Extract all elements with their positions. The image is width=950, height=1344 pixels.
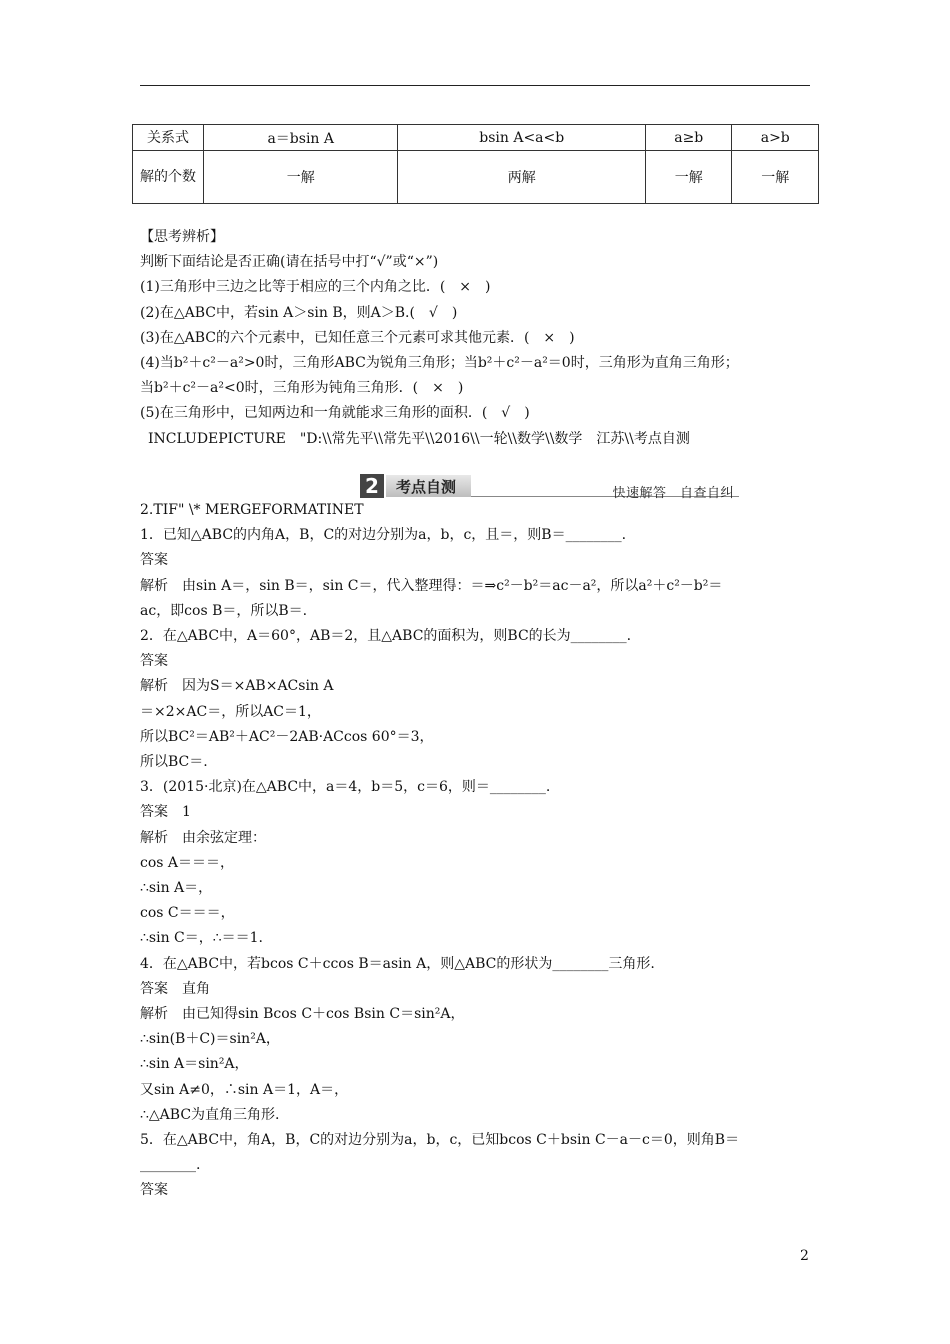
paragraph: (2)在△ABC中，若sin A＞sin B，则A＞B.( √ ) bbox=[140, 304, 458, 321]
section-banner bbox=[360, 474, 740, 500]
line: 答案 bbox=[140, 552, 168, 569]
table-row bbox=[133, 125, 819, 151]
line: 答案 1 bbox=[140, 804, 191, 821]
line: 解析 由已知得sin Bcos C＋cos Bsin C＝sin²A， bbox=[140, 1006, 465, 1023]
line: 解析 因为S＝×AB×ACsin A bbox=[140, 678, 334, 695]
line: 所以BC²＝AB²＋AC²－2AB·ACcos 60°＝3， bbox=[140, 728, 434, 745]
paragraph: (1)三角形中三边之比等于相应的三个内角之比．( × ) bbox=[140, 279, 491, 296]
line: 又sin A≠0，∴sin A＝1，A＝， bbox=[140, 1081, 349, 1098]
table-cell: 解的个数 bbox=[133, 151, 204, 204]
table-cell: a＝bsin A bbox=[204, 125, 398, 151]
line: 答案 bbox=[140, 1182, 168, 1199]
line: 5．在△ABC中，角A，B，C的对边分别为a，b，c，已知bcos C＋bsin C－a－c＝0，则角B＝ bbox=[140, 1132, 740, 1149]
table-cell: bsin A<a<b bbox=[398, 125, 646, 151]
line: 答案 直角 bbox=[140, 980, 210, 997]
line: ∴sin A＝， bbox=[140, 880, 213, 897]
line: cos A＝＝＝， bbox=[140, 854, 235, 871]
line: 解析 由余弦定理： bbox=[140, 829, 266, 846]
reflect-section bbox=[140, 225, 820, 452]
line: 2.TIF" \* MERGEFORMATINET bbox=[140, 502, 364, 518]
section-subtitle: 快速解答 自查自纠 bbox=[612, 486, 734, 501]
table-cell: 一解 bbox=[732, 151, 819, 204]
line: ＝×2×AC＝，所以AC＝1， bbox=[140, 703, 321, 720]
section-heading: 【思考辨析】 bbox=[140, 229, 224, 245]
line: ∴sin(B＋C)＝sin²A， bbox=[140, 1031, 280, 1048]
paragraph: 判断下面结论是否正确(请在括号中打“√”或“×”) bbox=[140, 254, 439, 271]
header-rule bbox=[140, 85, 810, 86]
paragraph: (3)在△ABC的六个元素中，已知任意三个元素可求其他元素．( × ) bbox=[140, 329, 575, 346]
field-code: INCLUDEPICTURE "D:\\常先平\\常先平\\2016\\一轮\\数学\\数学 江苏\\考点自测 bbox=[148, 430, 690, 447]
paragraph: (5)在三角形中，已知两边和一角就能求三角形的面积．( √ ) bbox=[140, 405, 530, 422]
line: 所以BC＝. bbox=[140, 754, 208, 771]
line: cos C＝＝＝， bbox=[140, 905, 235, 922]
line: 1．已知△ABC的内角A，B，C的对边分别为a，b，c，且＝，则B＝________. bbox=[140, 527, 627, 544]
line: 解析 由sin A＝，sin B＝，sin C＝，代入整理得：＝⇒c²－b²＝ac－a²，所以a²＋c²－b²＝ bbox=[140, 577, 723, 594]
line: ________. bbox=[140, 1157, 201, 1174]
line: 答案 bbox=[140, 653, 168, 670]
line: ∴△ABC为直角三角形. bbox=[140, 1106, 280, 1123]
paragraph: (4)当b²＋c²－a²>0时，三角形ABC为锐角三角形；当b²＋c²－a²＝0时，三角形为直角三角形； bbox=[140, 355, 739, 372]
line: ac，即cos B＝，所以B＝. bbox=[140, 602, 308, 619]
page-number: 2 bbox=[800, 1248, 809, 1264]
table-cell: 关系式 bbox=[133, 125, 204, 151]
table-cell: 一解 bbox=[204, 151, 398, 204]
line: ∴sin C＝，∴＝＝1. bbox=[140, 930, 264, 947]
self-test-section bbox=[140, 498, 820, 1204]
table-cell: a>b bbox=[732, 125, 819, 151]
section-number: 2 bbox=[360, 474, 384, 498]
paragraph: 当b²＋c²－a²<0时，三角形为钝角三角形．( × ) bbox=[140, 380, 464, 397]
table-row bbox=[133, 151, 819, 204]
section-title: 考点自测 bbox=[396, 478, 457, 496]
line: 2．在△ABC中，A＝60°，AB＝2，且△ABC的面积为，则BC的长为________. bbox=[140, 628, 632, 645]
table-cell: a≥b bbox=[646, 125, 732, 151]
line: ∴sin A＝sin²A， bbox=[140, 1056, 249, 1073]
line: 4．在△ABC中，若bcos C＋ccos B＝asin A，则△ABC的形状为________三角形. bbox=[140, 955, 655, 972]
table-cell: 两解 bbox=[398, 151, 646, 204]
table-cell: 一解 bbox=[646, 151, 732, 204]
line: 3．(2015·北京)在△ABC中，a＝4，b＝5，c＝6，则＝________. bbox=[140, 779, 551, 796]
solution-count-table bbox=[132, 124, 819, 204]
